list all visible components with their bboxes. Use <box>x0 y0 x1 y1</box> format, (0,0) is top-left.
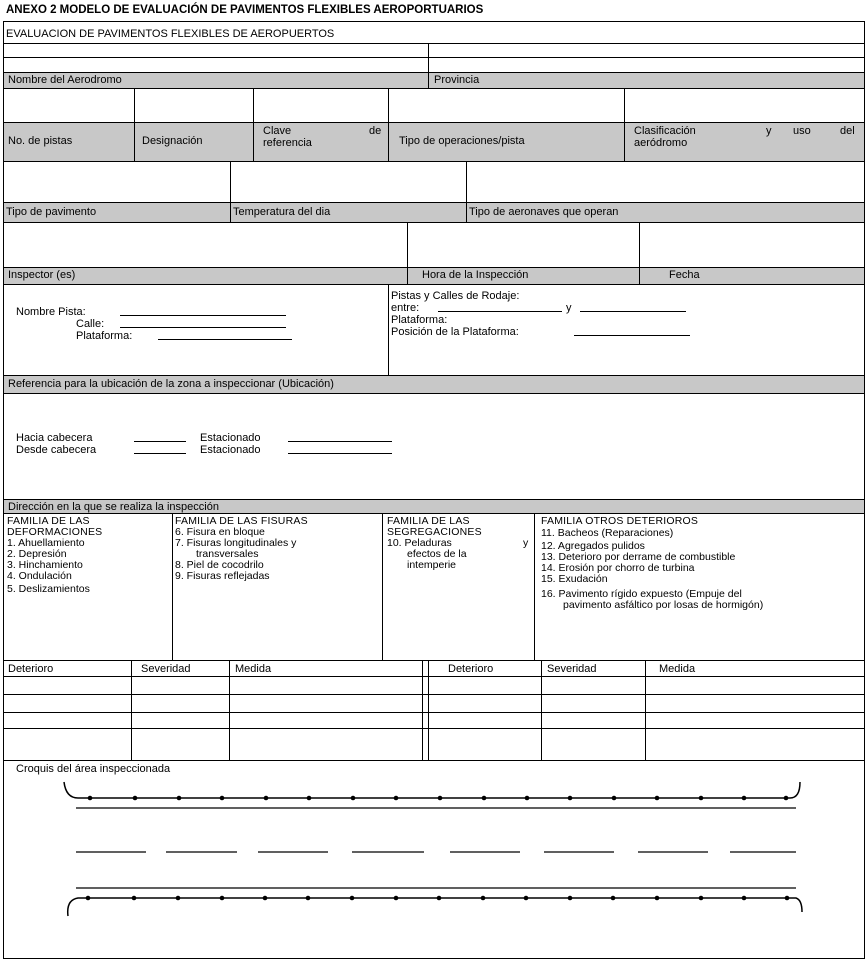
family-deformaciones <box>7 516 169 595</box>
label-provincia: Provincia <box>434 74 480 86</box>
th-medida-2: Medida <box>659 663 696 675</box>
estacionado-line-1[interactable] <box>288 432 392 442</box>
family-fisuras <box>175 516 380 582</box>
deform-item: 4. Ondulación <box>7 570 72 582</box>
label-aerodromo-uso: aeródromo <box>634 137 688 149</box>
label-plataforma: Plataforma: <box>76 330 133 342</box>
fam-deform-h2: DEFORMACIONES <box>7 526 103 538</box>
calle-line[interactable] <box>120 318 286 328</box>
label-aeronaves: Tipo de aeronaves que operan <box>469 206 619 218</box>
referencia-header: Referencia para la ubicación de la zona a inspeccionar (Ubicación) <box>8 378 334 390</box>
fisuras-item-cont: transversales <box>196 548 259 560</box>
label-plataforma-2: Plataforma: <box>391 314 448 326</box>
otros-item: 12. Agregados pulidos <box>541 540 645 552</box>
label-estacionado-2: Estacionado <box>200 444 261 456</box>
family-otros <box>541 516 863 611</box>
fisuras-item: 9. Fisuras reflejadas <box>175 570 270 582</box>
th-deterioro-2: Deterioro <box>448 663 494 675</box>
evaluation-form <box>3 21 865 959</box>
family-segregaciones <box>387 516 532 571</box>
otros-item: 11. Bacheos (Reparaciones) <box>541 527 674 539</box>
otros-item: 16. Pavimento rígido expuesto (Empuje del <box>541 588 742 600</box>
otros-item: 15. Exudación <box>541 573 608 585</box>
label-pistas: No. de pistas <box>8 135 73 147</box>
label-clasificacion-uso: uso <box>793 125 811 137</box>
label-aerodromo: Nombre del Aerodromo <box>8 74 122 86</box>
desde-line[interactable] <box>134 444 186 454</box>
direccion-header: Dirección en la que se realiza la inspección <box>8 501 219 513</box>
deform-item: 1. Ahuellamiento <box>7 537 85 549</box>
label-clasificacion-y: y <box>766 125 772 137</box>
th-severidad-2: Severidad <box>547 663 597 675</box>
fisuras-item: 6. Fisura en bloque <box>175 526 265 538</box>
croquis-label: Croquis del área inspeccionada <box>16 763 171 775</box>
fam-fisuras-h1: FAMILIA DE LAS FISURAS <box>175 515 308 527</box>
segreg-item-cont: intemperie <box>407 559 457 571</box>
fisuras-item: 8. Piel de cocodrilo <box>175 559 264 571</box>
segreg-item-text: 10. Peladuras <box>387 537 452 549</box>
label-referencia: referencia <box>263 137 312 149</box>
label-estacionado-1: Estacionado <box>200 432 261 444</box>
label-desde-cabecera: Desde cabecera <box>16 444 97 456</box>
form-title: EVALUACION DE PAVIMENTOS FLEXIBLES DE AEROPUERTOS <box>6 28 335 40</box>
label-hora: Hora de la Inspección <box>422 269 529 281</box>
runway-bottom-edge <box>68 898 802 916</box>
band-pavimento <box>4 202 864 222</box>
croquis-sketch <box>4 760 864 960</box>
label-tipo-pavimento: Tipo de pavimento <box>6 206 97 218</box>
label-entre: entre: <box>391 302 420 314</box>
label-designacion: Designación <box>142 135 203 147</box>
runway-top-edge <box>64 782 800 798</box>
segreg-item <box>387 538 532 549</box>
label-temperatura: Temperatura del dia <box>233 206 331 218</box>
entre-line-2[interactable] <box>580 302 686 312</box>
nombre-pista-line[interactable] <box>120 306 286 316</box>
fam-segreg-h2: SEGREGACIONES <box>387 526 482 538</box>
label-clasificacion: Clasificación <box>634 125 696 137</box>
deform-item: 3. Hinchamiento <box>7 559 83 571</box>
label-calle: Calle: <box>76 318 105 330</box>
otros-item-cont: pavimento asfáltico por losas de hormigón) <box>563 599 764 611</box>
estacionado-line-2[interactable] <box>288 444 392 454</box>
segreg-item-y: y <box>523 537 529 549</box>
th-medida-1: Medida <box>235 663 272 675</box>
hacia-line[interactable] <box>134 432 186 442</box>
fam-segreg-h1: FAMILIA DE LAS <box>387 515 470 527</box>
annex-title: ANEXO 2 MODELO DE EVALUACIÓN DE PAVIMENTOS FLEXIBLES AEROPORTUARIOS <box>6 4 484 16</box>
deform-item: 2. Depresión <box>7 548 67 560</box>
label-clave-de: de <box>369 125 382 137</box>
otros-item: 13. Deterioro por derrame de combustible <box>541 551 736 563</box>
label-y: y <box>566 302 572 314</box>
th-deterioro-1: Deterioro <box>8 663 54 675</box>
label-nombre-pista: Nombre Pista: <box>16 306 86 318</box>
entre-line-1[interactable] <box>438 302 562 312</box>
fam-deform-h1: FAMILIA DE LAS <box>7 515 90 527</box>
otros-item: 14. Erosión por chorro de turbina <box>541 562 695 574</box>
fisuras-item: 7. Fisuras longitudinales y <box>175 537 297 549</box>
label-hacia-cabecera: Hacia cabecera <box>16 432 93 444</box>
posicion-line[interactable] <box>574 326 690 336</box>
segreg-item-cont: efectos de la <box>407 548 467 560</box>
label-clasificacion-del: del <box>840 125 855 137</box>
label-clave: Clave <box>263 125 292 137</box>
deform-item: 5. Deslizamientos <box>7 583 90 595</box>
plataforma-line[interactable] <box>158 330 292 340</box>
label-inspector: Inspector (es) <box>8 269 76 281</box>
label-posicion: Posición de la Plataforma: <box>391 326 519 338</box>
fam-otros-h1: FAMILIA OTROS DETERIOROS <box>541 515 699 527</box>
label-pistas-calles: Pistas y Calles de Rodaje: <box>391 290 520 302</box>
th-severidad-1: Severidad <box>141 663 191 675</box>
label-tipo-operaciones: Tipo de operaciones/pista <box>399 135 525 147</box>
label-fecha: Fecha <box>669 269 700 281</box>
